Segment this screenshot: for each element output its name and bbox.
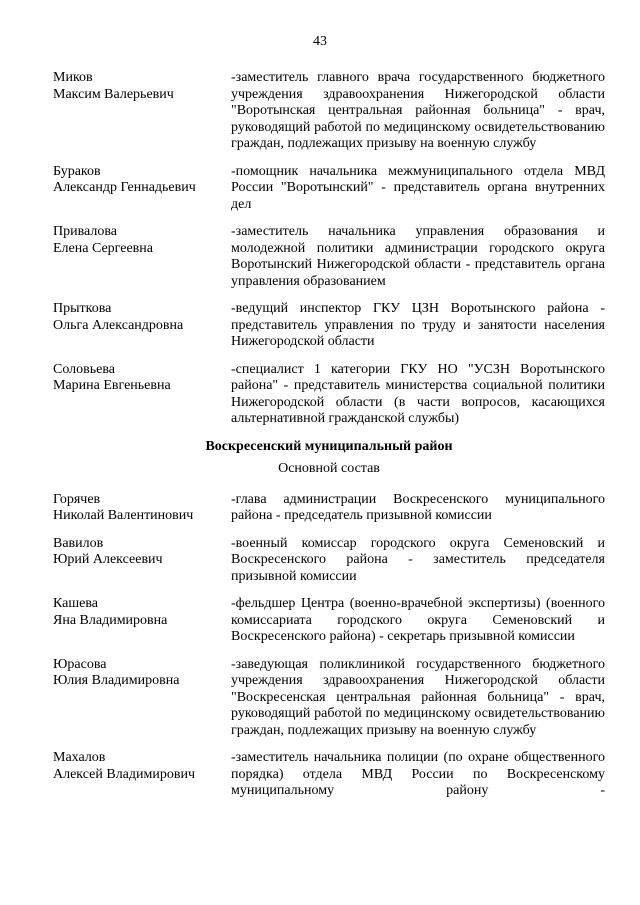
member-given-name: Александр Геннадьевич	[53, 180, 196, 195]
member-entry	[53, 492, 605, 525]
member-name	[53, 70, 231, 153]
member-entry	[53, 164, 605, 214]
member-role: -ведущий инспектор ГКУ ЦЗН Воротынского района - представитель управления по труду и занятости населения Нижегородской области	[231, 301, 605, 349]
member-entry	[53, 301, 605, 351]
page-number: 43	[313, 34, 327, 49]
member-role: -помощник начальника межмуниципального отдела МВД России "Воротынский" - представитель органа внутренних дел	[231, 163, 605, 212]
member-surname: Прыткова	[53, 301, 112, 316]
member-role: -заместитель начальника управления образования и молодежной политики администрации городского округа Воротынский Нижегородской области - представитель органа управления образованием	[231, 224, 605, 289]
member-name	[53, 657, 231, 740]
member-entry	[53, 70, 605, 153]
member-surname: Соловьева	[53, 361, 115, 377]
member-entry	[53, 536, 605, 586]
member-surname: Юрасова	[53, 656, 107, 672]
member-role: -заместитель начальника полиции (по охране общественного порядка) отдела МВД России по Воскресенскому муниципальному району -	[231, 750, 605, 798]
member-entry	[53, 657, 605, 740]
member-name	[53, 301, 231, 351]
member-surname: Миков	[53, 70, 93, 85]
member-entry	[53, 750, 605, 800]
member-surname: Кашева	[53, 596, 99, 611]
member-role: -специалист 1 категории ГКУ НО "УСЗН Воротынского района" - представитель министерства социальной политики Нижегородской области (в части вопросов, касающихся альтернативной гражданской службы)	[231, 361, 605, 426]
member-name	[53, 750, 231, 800]
member-role: -фельдшер Центра (военно-врачебной экспертизы) (военного комиссариата городского округа Семеновский и Воскресенского района) - секретарь призывной комиссии	[231, 596, 605, 644]
member-name	[53, 596, 231, 646]
member-name	[53, 362, 231, 428]
member-entry	[53, 596, 605, 646]
member-name	[53, 164, 231, 214]
member-surname: Бураков	[53, 163, 101, 179]
subsection-title: Основной состав	[278, 461, 380, 476]
member-given-name: Максим Валерьевич	[53, 86, 174, 102]
member-role: -заведующая поликлиникой государственного бюджетного учреждения здравоохранения Нижегородской области "Воскресенская центральная районная больница" - врач, руководящий работой по медицинскому освидетельствованию граждан, подлежащих призыву на военную службу	[231, 656, 605, 738]
member-given-name: Юлия Владимировна	[53, 673, 180, 688]
member-surname: Вавилов	[53, 535, 104, 551]
member-given-name: Яна Владимировна	[53, 612, 168, 628]
member-name	[53, 224, 231, 290]
member-role: -военный комиссар городского округа Семеновский и Воскресенского района - заместитель председателя призывной комиссии	[231, 535, 605, 584]
member-surname: Привалова	[53, 224, 117, 239]
section-title: Воскресенский муниципальный район	[205, 438, 453, 454]
member-given-name: Юрий Алексеевич	[53, 552, 163, 567]
member-surname: Горячев	[53, 491, 101, 507]
member-given-name: Ольга Александровна	[53, 317, 184, 333]
member-given-name: Марина Евгеньевна	[53, 378, 171, 393]
member-entry	[53, 362, 605, 428]
member-name	[53, 492, 231, 525]
member-role: -заместитель главного врача государственного бюджетного учреждения здравоохранения Нижегородской области "Воротынская центральная районная больница" - врач, руководящий работой по медицинскому освидетельствованию граждан, подлежащих призыву на военную службу	[231, 70, 605, 151]
commission-list	[53, 70, 605, 811]
member-role: -глава администрации Воскресенского муниципального района - председатель призывной комиссии	[231, 491, 605, 523]
member-given-name: Алексей Владимирович	[53, 766, 196, 782]
member-surname: Махалов	[53, 750, 106, 765]
member-name	[53, 536, 231, 586]
member-given-name: Елена Сергеевна	[53, 240, 153, 256]
member-entry	[53, 224, 605, 290]
member-given-name: Николай Валентинович	[53, 508, 194, 523]
